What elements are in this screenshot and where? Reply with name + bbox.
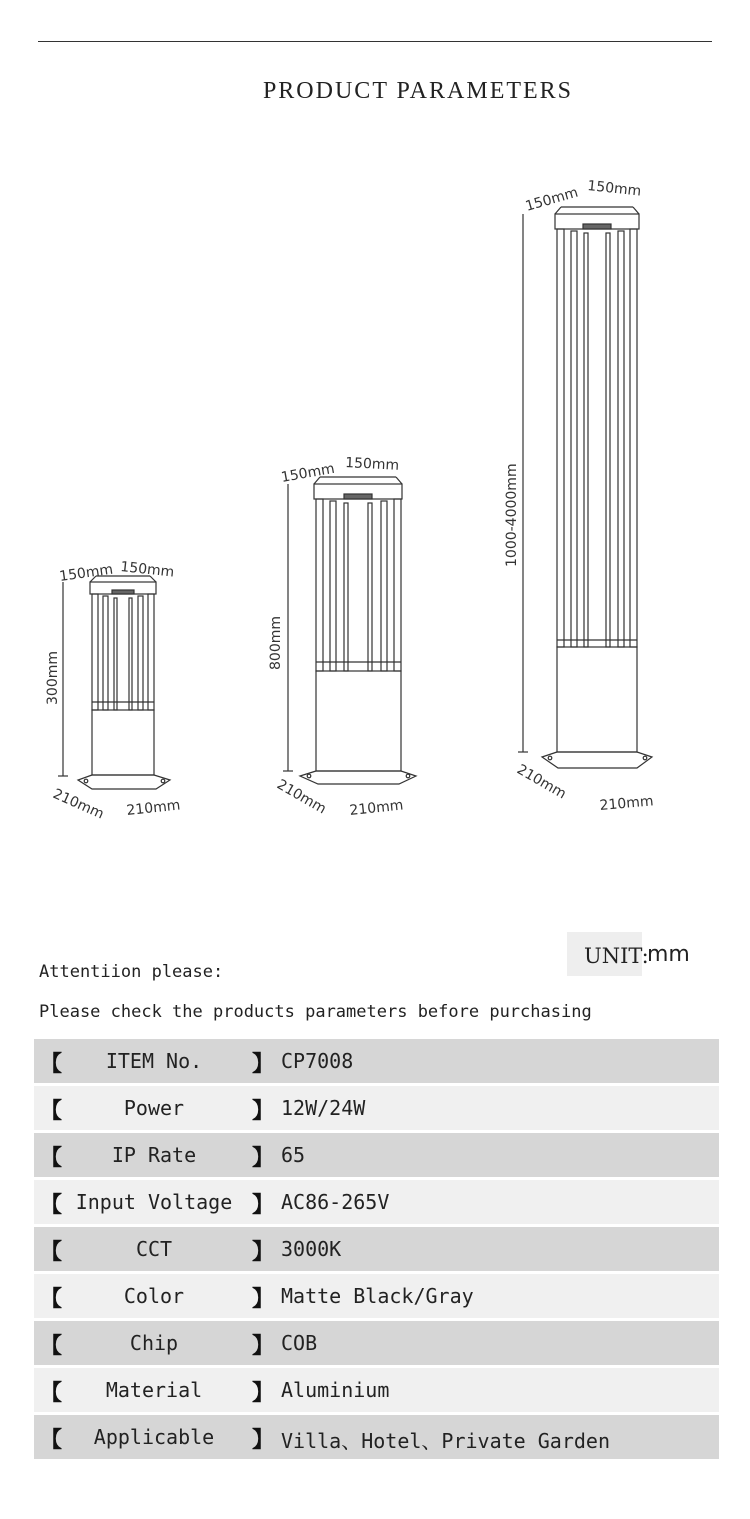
small-base-b: 210mm — [125, 797, 182, 819]
spec-label: Chip — [129, 1331, 179, 1355]
bracket-open: 【 — [40, 1381, 63, 1406]
spec-label: Power — [123, 1096, 185, 1120]
spec-row — [34, 1227, 719, 1271]
bracket-close: 】 — [252, 1428, 275, 1453]
large-height-label: 1000-4000mm — [504, 463, 520, 567]
dimension-drawing — [0, 150, 750, 850]
bracket-open: 【 — [40, 1240, 63, 1265]
large-top-width-b: 150mm — [586, 178, 642, 200]
spec-row — [34, 1180, 719, 1224]
bracket-close: 】 — [252, 1334, 275, 1359]
bracket-open: 【 — [40, 1146, 63, 1171]
medium-base-a: 210mm — [274, 776, 329, 818]
notice-heading: Attentiion please: — [39, 962, 224, 982]
medium-top-width-b: 150mm — [344, 455, 400, 474]
spec-label: Applicable — [93, 1425, 215, 1449]
small-height-label: 300mm — [45, 651, 61, 705]
medium-base-b: 210mm — [348, 797, 405, 819]
bracket-close: 】 — [252, 1193, 275, 1218]
spec-value: 3000K — [281, 1237, 342, 1261]
top-divider — [38, 41, 712, 42]
medium-height-label: 800mm — [268, 616, 284, 670]
spec-value: AC86-265V — [281, 1190, 390, 1214]
small-top-width-b: 150mm — [119, 559, 175, 581]
bracket-open: 【 — [40, 1099, 63, 1124]
large-bollard-drawing — [518, 207, 652, 768]
large-base-b: 210mm — [598, 793, 655, 814]
spec-row — [34, 1368, 719, 1412]
spec-value: 65 — [281, 1143, 306, 1167]
large-base-a: 210mm — [514, 761, 569, 803]
bracket-open: 【 — [40, 1287, 63, 1312]
bracket-close: 】 — [252, 1052, 275, 1077]
bracket-close: 】 — [252, 1381, 275, 1406]
spec-row — [34, 1321, 719, 1365]
spec-value: Aluminium — [281, 1378, 390, 1402]
spec-table — [34, 1039, 719, 1462]
unit-label: UNIT: — [584, 944, 649, 968]
spec-value: 12W/24W — [281, 1096, 366, 1120]
spec-value: CP7008 — [281, 1049, 354, 1073]
spec-row — [34, 1274, 719, 1318]
bracket-open: 【 — [40, 1428, 63, 1453]
section-title-text: PRODUCT PARAMETERS — [262, 78, 574, 104]
bracket-open: 【 — [40, 1193, 63, 1218]
spec-label: Material — [105, 1378, 203, 1402]
spec-label: ITEM No. — [105, 1049, 203, 1073]
spec-row — [34, 1086, 719, 1130]
spec-value: COB — [281, 1331, 318, 1355]
spec-row — [34, 1039, 719, 1083]
spec-row — [34, 1133, 719, 1177]
bracket-close: 】 — [252, 1287, 275, 1312]
large-top-width-a: 150mm — [523, 184, 581, 215]
bracket-open: 【 — [40, 1334, 63, 1359]
spec-label: Color — [123, 1284, 185, 1308]
medium-top-width-a: 150mm — [279, 460, 336, 486]
bracket-close: 】 — [252, 1240, 275, 1265]
spec-label: Input Voltage — [75, 1190, 233, 1214]
spec-value: Matte Black/Gray — [281, 1284, 474, 1308]
section-title — [0, 78, 750, 105]
bracket-close: 】 — [252, 1099, 275, 1124]
notice-text: Please check the products parameters before purchasing — [39, 1002, 592, 1022]
spec-row — [34, 1415, 719, 1459]
spec-value: Villa、Hotel、Private Garden — [281, 1429, 610, 1453]
small-bollard-drawing — [58, 576, 170, 789]
small-base-a: 210mm — [50, 786, 107, 823]
spec-label: CCT — [135, 1237, 173, 1261]
small-top-width-a: 150mm — [58, 561, 115, 585]
bracket-open: 【 — [40, 1052, 63, 1077]
bracket-close: 】 — [252, 1146, 275, 1171]
spec-label: IP Rate — [111, 1143, 197, 1167]
medium-bollard-drawing — [283, 477, 416, 784]
unit-value: mm — [647, 942, 690, 967]
